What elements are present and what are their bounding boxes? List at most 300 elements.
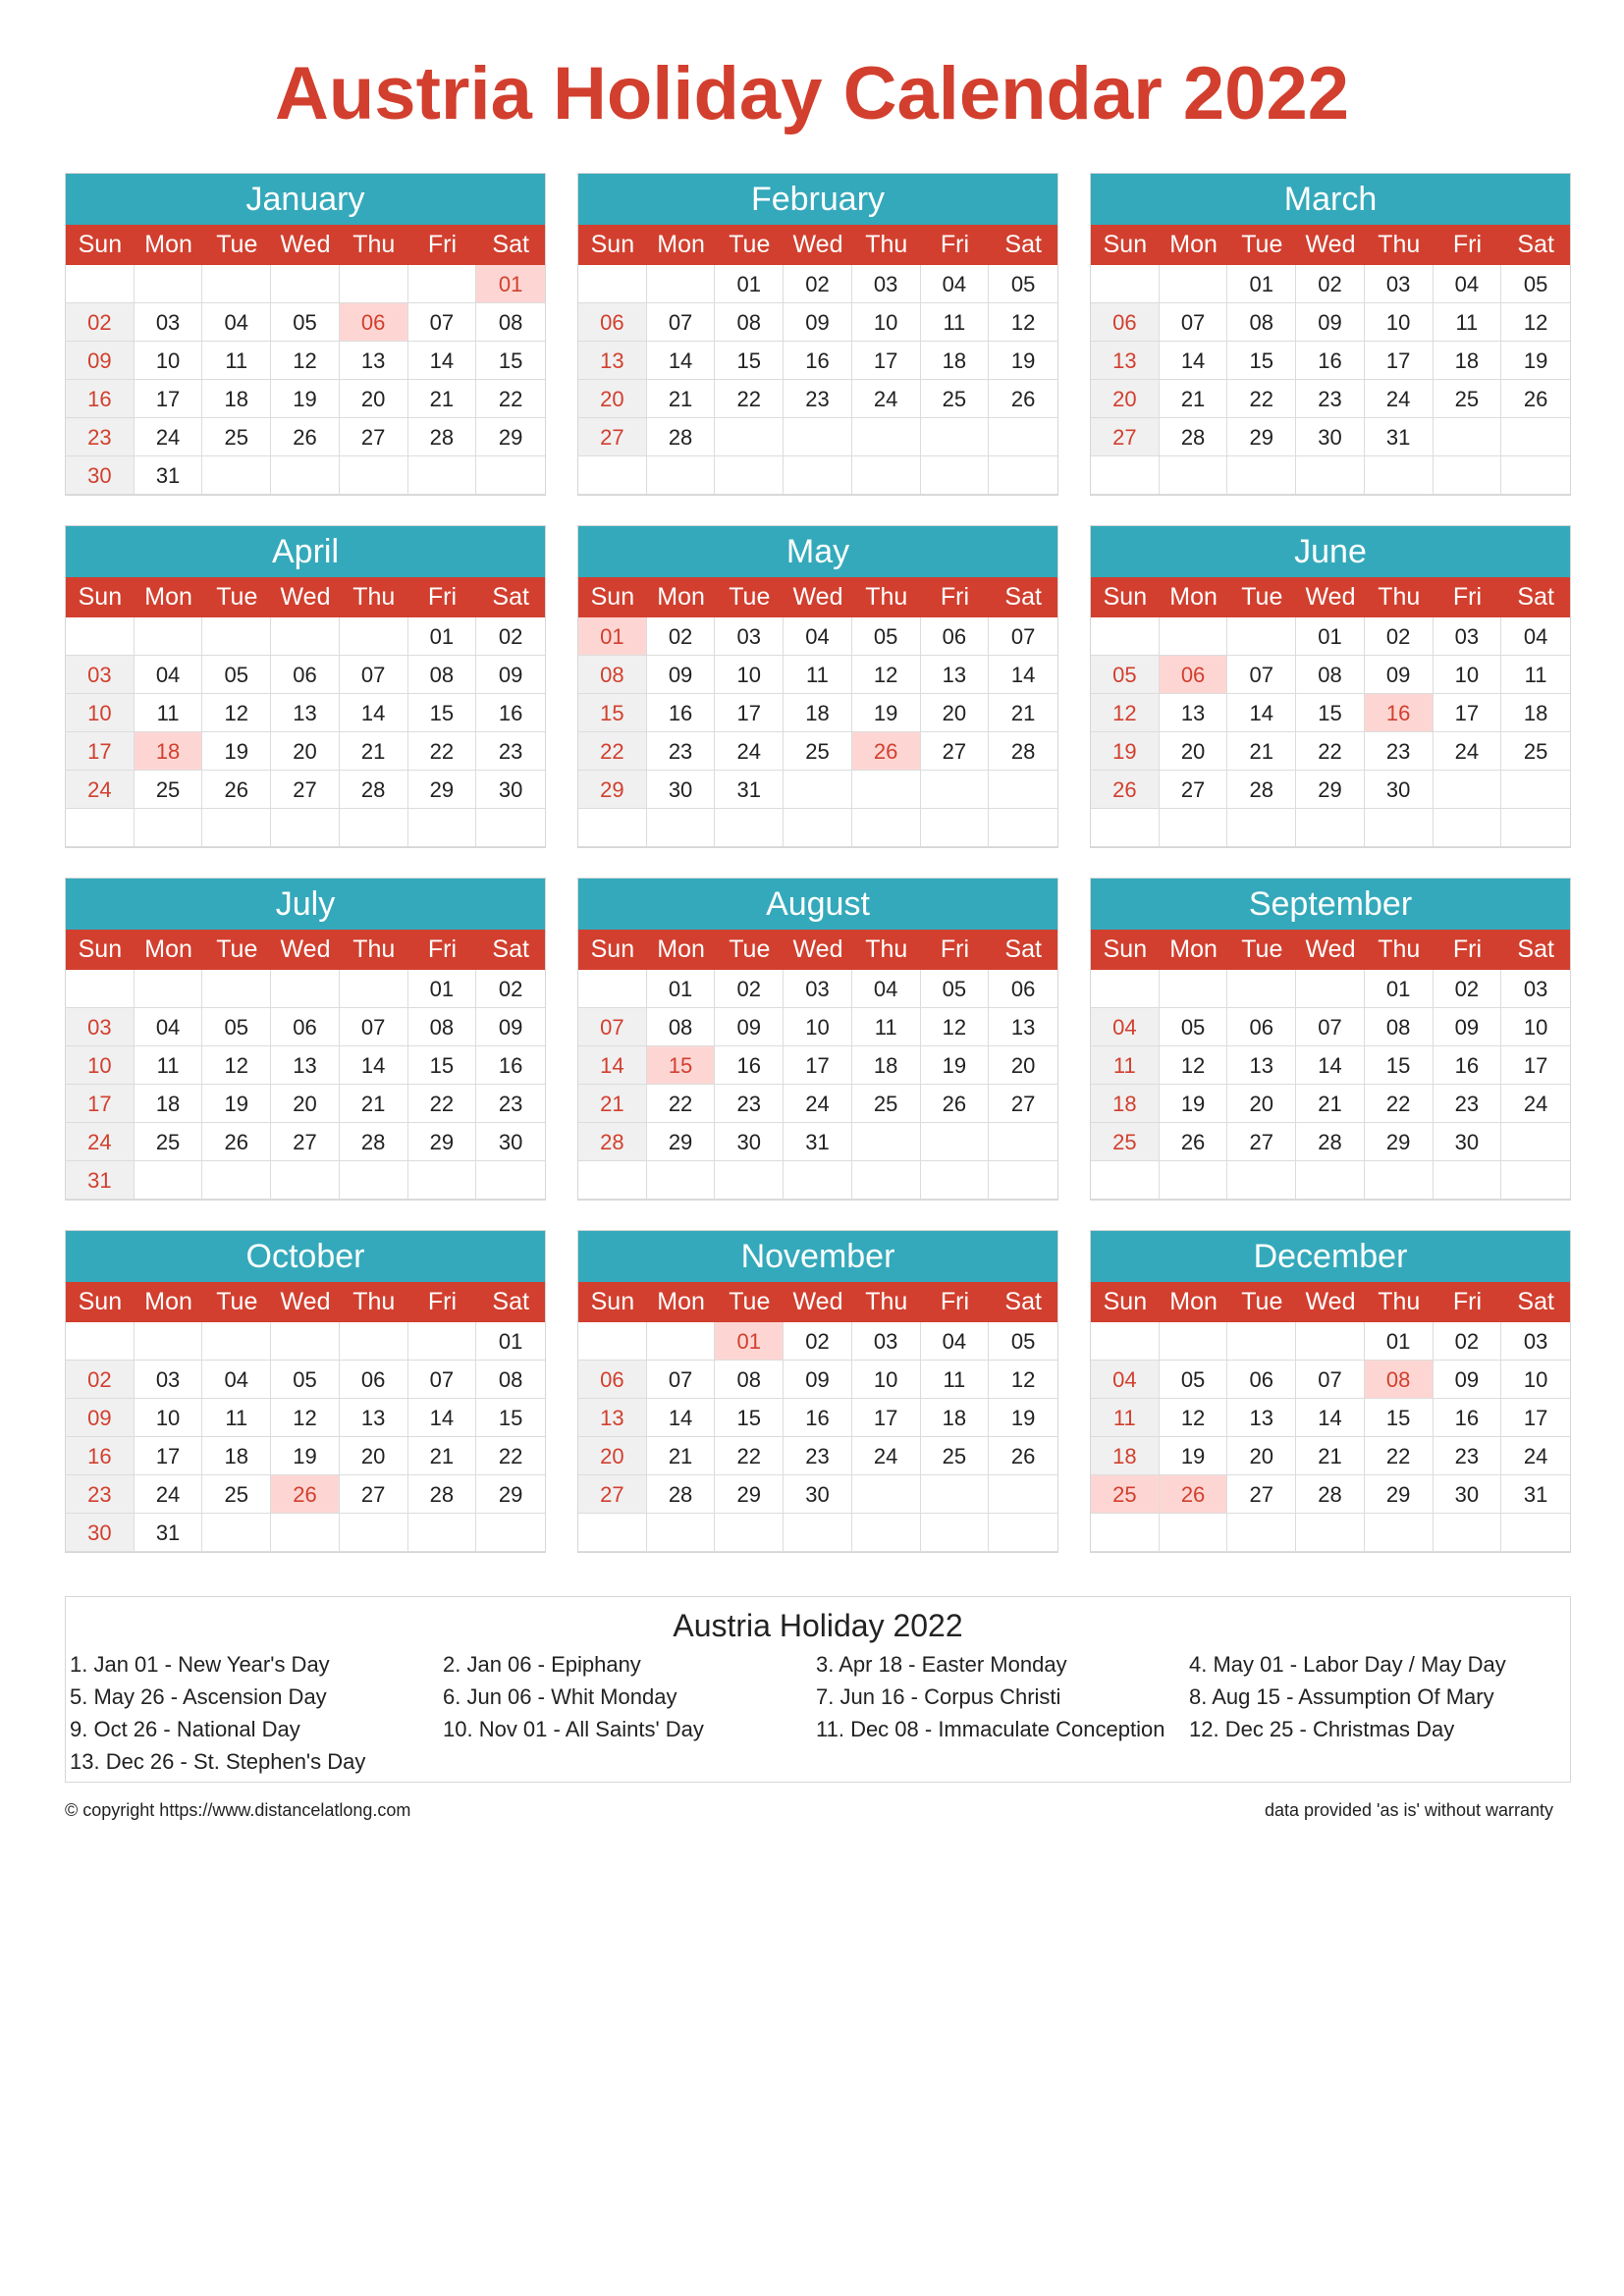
day-cell: 07 xyxy=(647,1361,716,1399)
holiday-day-cell: 01 xyxy=(476,265,545,303)
weekday-label: Sat xyxy=(1517,231,1554,258)
weekday-label: Mon xyxy=(657,1288,705,1315)
day-cell: 30 xyxy=(476,1123,545,1161)
day-cell: 15 xyxy=(476,342,545,380)
holiday-day-cell: 26 xyxy=(852,732,921,771)
empty-day-cell xyxy=(340,1161,408,1200)
day-cell: 08 xyxy=(408,1008,477,1046)
day-cell: 04 xyxy=(1091,1008,1160,1046)
empty-day-cell xyxy=(271,456,340,495)
weekday-label: Thu xyxy=(352,583,396,611)
weekday-label: Thu xyxy=(1378,1288,1421,1315)
day-cell: 02 xyxy=(476,617,545,656)
month-name: March xyxy=(1091,174,1570,225)
empty-day-cell xyxy=(715,456,784,495)
empty-day-cell xyxy=(852,1161,921,1200)
day-cell: 17 xyxy=(66,1085,135,1123)
day-cell: 21 xyxy=(647,380,716,418)
day-cell: 15 xyxy=(408,1046,477,1085)
empty-day-cell xyxy=(1296,970,1365,1008)
weekday-label: Thu xyxy=(352,231,396,258)
day-cell: 07 xyxy=(647,303,716,342)
day-cell: 14 xyxy=(578,1046,647,1085)
day-cell: 14 xyxy=(1296,1046,1365,1085)
holiday-day-cell: 06 xyxy=(340,303,408,342)
day-cell: 27 xyxy=(578,418,647,456)
day-cell: 29 xyxy=(476,1475,545,1514)
day-cell: 28 xyxy=(1227,771,1296,809)
empty-day-cell xyxy=(1501,456,1570,495)
day-cell: 14 xyxy=(408,342,477,380)
day-cell: 12 xyxy=(271,342,340,380)
month-name: May xyxy=(578,526,1057,577)
day-cell: 16 xyxy=(1296,342,1365,380)
day-cell: 02 xyxy=(1296,265,1365,303)
weekday-label: Wed xyxy=(792,935,843,963)
day-cell: 11 xyxy=(852,1008,921,1046)
day-cell: 29 xyxy=(1365,1123,1434,1161)
empty-day-cell xyxy=(578,1161,647,1200)
empty-day-cell xyxy=(1434,418,1502,456)
month-calendar xyxy=(577,878,1058,1201)
empty-day-cell xyxy=(784,771,852,809)
day-cell: 07 xyxy=(408,303,477,342)
empty-day-cell xyxy=(476,456,545,495)
empty-day-cell xyxy=(340,1322,408,1361)
weekday-label: Mon xyxy=(144,583,192,611)
day-cell: 10 xyxy=(66,1046,135,1085)
day-cell: 31 xyxy=(784,1123,852,1161)
empty-day-cell xyxy=(476,1514,545,1552)
day-cell: 04 xyxy=(1501,617,1570,656)
day-cell: 23 xyxy=(647,732,716,771)
weekday-label: Wed xyxy=(792,231,843,258)
day-cell: 29 xyxy=(476,418,545,456)
empty-day-cell xyxy=(647,1161,716,1200)
empty-day-cell xyxy=(852,418,921,456)
empty-day-cell xyxy=(135,1322,203,1361)
empty-day-cell xyxy=(647,1514,716,1552)
holiday-day-cell: 01 xyxy=(715,1322,784,1361)
month-calendar xyxy=(65,173,546,496)
empty-day-cell xyxy=(476,1161,545,1200)
day-cell: 18 xyxy=(135,1085,203,1123)
day-cell: 14 xyxy=(647,342,716,380)
day-cell: 27 xyxy=(271,1123,340,1161)
day-cell: 20 xyxy=(921,694,990,732)
day-cell: 16 xyxy=(1434,1046,1502,1085)
day-cell: 01 xyxy=(1365,970,1434,1008)
day-cell: 12 xyxy=(1091,694,1160,732)
day-cell: 02 xyxy=(1434,1322,1502,1361)
empty-day-cell xyxy=(784,418,852,456)
day-cell: 19 xyxy=(271,380,340,418)
day-cell: 07 xyxy=(1296,1008,1365,1046)
weekday-label: Sat xyxy=(1004,1288,1042,1315)
empty-day-cell xyxy=(135,1161,203,1200)
weekday-label: Fri xyxy=(427,231,458,258)
day-cell: 22 xyxy=(715,380,784,418)
day-cell: 06 xyxy=(340,1361,408,1399)
day-cell: 06 xyxy=(578,303,647,342)
day-cell: 10 xyxy=(852,303,921,342)
empty-day-cell xyxy=(852,809,921,847)
empty-day-cell xyxy=(921,1123,990,1161)
empty-day-cell xyxy=(271,1322,340,1361)
holiday-list-item: 11. Dec 08 - Immaculate Conception xyxy=(816,1717,1165,1741)
empty-day-cell xyxy=(715,418,784,456)
day-cell: 02 xyxy=(784,265,852,303)
day-cell: 13 xyxy=(989,1008,1057,1046)
day-cell: 19 xyxy=(1501,342,1570,380)
empty-day-cell xyxy=(408,1322,477,1361)
weekday-label: Tue xyxy=(729,583,771,611)
weekday-label: Tue xyxy=(1241,1288,1283,1315)
empty-day-cell xyxy=(340,265,408,303)
day-cell: 03 xyxy=(715,617,784,656)
day-cell: 23 xyxy=(476,1085,545,1123)
day-cell: 28 xyxy=(1296,1123,1365,1161)
day-cell: 05 xyxy=(1160,1008,1228,1046)
empty-day-cell xyxy=(66,809,135,847)
month-calendar xyxy=(1090,525,1571,848)
day-cell: 15 xyxy=(408,694,477,732)
month-calendar xyxy=(1090,173,1571,496)
day-cell: 22 xyxy=(408,1085,477,1123)
day-cell: 25 xyxy=(135,1123,203,1161)
weekday-label: Wed xyxy=(280,1288,331,1315)
day-cell: 01 xyxy=(408,617,477,656)
empty-day-cell xyxy=(1501,771,1570,809)
day-cell: 29 xyxy=(1365,1475,1434,1514)
day-cell: 27 xyxy=(989,1085,1057,1123)
day-cell: 26 xyxy=(989,380,1057,418)
day-cell: 03 xyxy=(1434,617,1502,656)
day-cell: 18 xyxy=(1501,694,1570,732)
day-cell: 11 xyxy=(202,1399,271,1437)
day-cell: 24 xyxy=(852,1437,921,1475)
day-cell: 09 xyxy=(1365,656,1434,694)
weekday-label: Thu xyxy=(865,935,908,963)
day-cell: 25 xyxy=(202,1475,271,1514)
day-cell: 12 xyxy=(1160,1399,1228,1437)
day-cell: 13 xyxy=(271,694,340,732)
day-cell: 03 xyxy=(66,656,135,694)
day-cell: 18 xyxy=(1091,1437,1160,1475)
weekday-label: Mon xyxy=(144,231,192,258)
day-cell: 08 xyxy=(715,303,784,342)
day-cell: 28 xyxy=(1296,1475,1365,1514)
day-cell: 27 xyxy=(1091,418,1160,456)
day-cell: 16 xyxy=(66,1437,135,1475)
day-cell: 23 xyxy=(1296,380,1365,418)
day-cell: 09 xyxy=(784,303,852,342)
day-cell: 30 xyxy=(715,1123,784,1161)
empty-day-cell xyxy=(921,418,990,456)
day-cell: 23 xyxy=(1434,1085,1502,1123)
holiday-day-cell: 01 xyxy=(578,617,647,656)
weekday-label: Sat xyxy=(1004,583,1042,611)
day-cell: 18 xyxy=(921,342,990,380)
day-cell: 15 xyxy=(715,342,784,380)
day-cell: 02 xyxy=(784,1322,852,1361)
weekday-label: Wed xyxy=(792,583,843,611)
day-cell: 13 xyxy=(1227,1046,1296,1085)
day-cell: 04 xyxy=(784,617,852,656)
day-cell: 28 xyxy=(647,418,716,456)
empty-day-cell xyxy=(271,1161,340,1200)
day-grid xyxy=(66,617,545,847)
empty-day-cell xyxy=(989,1161,1057,1200)
day-grid xyxy=(578,1322,1057,1552)
empty-day-cell xyxy=(1091,1322,1160,1361)
day-cell: 10 xyxy=(135,1399,203,1437)
weekday-label: Tue xyxy=(729,231,771,258)
day-cell: 31 xyxy=(66,1161,135,1200)
weekday-label: Sun xyxy=(1103,935,1148,963)
day-cell: 25 xyxy=(852,1085,921,1123)
day-cell: 08 xyxy=(1227,303,1296,342)
day-cell: 31 xyxy=(715,771,784,809)
month-calendar xyxy=(577,525,1058,848)
month-name: August xyxy=(578,879,1057,930)
day-cell: 27 xyxy=(340,418,408,456)
weekday-header xyxy=(66,1282,545,1322)
empty-day-cell xyxy=(1501,1161,1570,1200)
day-cell: 21 xyxy=(578,1085,647,1123)
weekday-label: Sun xyxy=(1103,231,1148,258)
empty-day-cell xyxy=(408,1514,477,1552)
day-cell: 21 xyxy=(1296,1085,1365,1123)
weekday-header xyxy=(578,577,1057,617)
day-cell: 01 xyxy=(408,970,477,1008)
day-cell: 17 xyxy=(1434,694,1502,732)
holiday-list-item: 2. Jan 06 - Epiphany xyxy=(443,1652,641,1677)
day-cell: 15 xyxy=(1365,1046,1434,1085)
empty-day-cell xyxy=(408,265,477,303)
day-cell: 14 xyxy=(340,1046,408,1085)
empty-day-cell xyxy=(1160,970,1228,1008)
empty-day-cell xyxy=(784,1514,852,1552)
day-cell: 22 xyxy=(408,732,477,771)
weekday-label: Tue xyxy=(216,583,258,611)
weekday-label: Thu xyxy=(865,231,908,258)
day-cell: 23 xyxy=(1434,1437,1502,1475)
month-name: October xyxy=(66,1231,545,1282)
day-cell: 17 xyxy=(852,1399,921,1437)
empty-day-cell xyxy=(1365,1161,1434,1200)
weekday-label: Fri xyxy=(940,1288,970,1315)
empty-day-cell xyxy=(1434,771,1502,809)
day-cell: 25 xyxy=(921,1437,990,1475)
empty-day-cell xyxy=(1227,1322,1296,1361)
day-cell: 23 xyxy=(715,1085,784,1123)
empty-day-cell xyxy=(921,1161,990,1200)
day-cell: 02 xyxy=(715,970,784,1008)
day-cell: 25 xyxy=(135,771,203,809)
day-cell: 12 xyxy=(202,694,271,732)
empty-day-cell xyxy=(715,1514,784,1552)
day-cell: 02 xyxy=(476,970,545,1008)
weekday-label: Tue xyxy=(729,1288,771,1315)
day-cell: 15 xyxy=(1296,694,1365,732)
day-cell: 28 xyxy=(578,1123,647,1161)
day-cell: 05 xyxy=(989,265,1057,303)
day-cell: 26 xyxy=(271,418,340,456)
day-cell: 21 xyxy=(408,380,477,418)
empty-day-cell xyxy=(1434,809,1502,847)
day-cell: 12 xyxy=(202,1046,271,1085)
day-cell: 28 xyxy=(340,1123,408,1161)
empty-day-cell xyxy=(1501,809,1570,847)
day-cell: 06 xyxy=(921,617,990,656)
empty-day-cell xyxy=(784,456,852,495)
weekday-label: Tue xyxy=(1241,231,1283,258)
weekday-label: Sat xyxy=(1517,583,1554,611)
day-cell: 25 xyxy=(1501,732,1570,771)
month-calendar xyxy=(65,525,546,848)
day-cell: 27 xyxy=(1227,1475,1296,1514)
day-cell: 10 xyxy=(66,694,135,732)
day-cell: 08 xyxy=(578,656,647,694)
day-cell: 01 xyxy=(647,970,716,1008)
weekday-label: Thu xyxy=(1378,583,1421,611)
day-cell: 08 xyxy=(647,1008,716,1046)
day-cell: 16 xyxy=(715,1046,784,1085)
empty-day-cell xyxy=(1296,456,1365,495)
weekday-label: Sun xyxy=(590,935,635,963)
day-cell: 24 xyxy=(135,1475,203,1514)
empty-day-cell xyxy=(340,970,408,1008)
day-cell: 17 xyxy=(784,1046,852,1085)
month-calendar xyxy=(1090,878,1571,1201)
empty-day-cell xyxy=(202,970,271,1008)
day-cell: 11 xyxy=(921,1361,990,1399)
holiday-list-item: 5. May 26 - Ascension Day xyxy=(70,1684,327,1709)
day-cell: 29 xyxy=(408,771,477,809)
weekday-label: Sun xyxy=(78,231,123,258)
day-cell: 23 xyxy=(1365,732,1434,771)
day-cell: 06 xyxy=(578,1361,647,1399)
day-cell: 27 xyxy=(271,771,340,809)
empty-day-cell xyxy=(1227,1161,1296,1200)
empty-day-cell xyxy=(1296,1161,1365,1200)
weekday-label: Sat xyxy=(1004,231,1042,258)
empty-day-cell xyxy=(1296,809,1365,847)
day-cell: 12 xyxy=(1160,1046,1228,1085)
weekday-label: Thu xyxy=(352,935,396,963)
day-cell: 05 xyxy=(271,303,340,342)
day-cell: 22 xyxy=(578,732,647,771)
day-cell: 10 xyxy=(1434,656,1502,694)
day-cell: 13 xyxy=(340,1399,408,1437)
month-name: September xyxy=(1091,879,1570,930)
day-cell: 21 xyxy=(647,1437,716,1475)
weekday-label: Sun xyxy=(590,583,635,611)
weekday-label: Sat xyxy=(1517,1288,1554,1315)
empty-day-cell xyxy=(647,1322,716,1361)
weekday-label: Wed xyxy=(1305,1288,1356,1315)
day-cell: 17 xyxy=(852,342,921,380)
empty-day-cell xyxy=(340,809,408,847)
day-cell: 21 xyxy=(1296,1437,1365,1475)
empty-day-cell xyxy=(1091,456,1160,495)
day-cell: 22 xyxy=(476,380,545,418)
empty-day-cell xyxy=(647,809,716,847)
day-cell: 09 xyxy=(66,342,135,380)
weekday-header xyxy=(66,225,545,265)
day-cell: 17 xyxy=(66,732,135,771)
day-cell: 30 xyxy=(784,1475,852,1514)
day-cell: 21 xyxy=(340,732,408,771)
day-cell: 18 xyxy=(202,1437,271,1475)
weekday-label: Fri xyxy=(427,1288,458,1315)
weekday-label: Mon xyxy=(657,935,705,963)
empty-day-cell xyxy=(66,617,135,656)
day-cell: 02 xyxy=(66,1361,135,1399)
day-grid xyxy=(578,970,1057,1200)
day-cell: 09 xyxy=(476,656,545,694)
day-cell: 15 xyxy=(578,694,647,732)
weekday-header xyxy=(1091,1282,1570,1322)
weekday-label: Fri xyxy=(940,231,970,258)
day-cell: 15 xyxy=(1365,1399,1434,1437)
empty-day-cell xyxy=(1501,418,1570,456)
holiday-day-cell: 26 xyxy=(1160,1475,1228,1514)
day-cell: 12 xyxy=(1501,303,1570,342)
holiday-list-box xyxy=(65,1596,1571,1783)
holiday-day-cell: 15 xyxy=(647,1046,716,1085)
weekday-header xyxy=(578,930,1057,970)
weekday-label: Fri xyxy=(427,935,458,963)
weekday-header xyxy=(66,930,545,970)
day-cell: 29 xyxy=(715,1475,784,1514)
weekday-label: Tue xyxy=(216,935,258,963)
empty-day-cell xyxy=(1434,456,1502,495)
day-cell: 20 xyxy=(578,1437,647,1475)
holiday-list-item: 9. Oct 26 - National Day xyxy=(70,1717,300,1741)
weekday-label: Sat xyxy=(492,935,529,963)
day-cell: 07 xyxy=(340,1008,408,1046)
weekday-label: Mon xyxy=(1169,231,1218,258)
day-cell: 10 xyxy=(784,1008,852,1046)
day-cell: 05 xyxy=(921,970,990,1008)
day-cell: 27 xyxy=(578,1475,647,1514)
weekday-label: Thu xyxy=(1378,935,1421,963)
empty-day-cell xyxy=(989,1123,1057,1161)
day-cell: 19 xyxy=(1160,1437,1228,1475)
copyright-text: © copyright https://www.distancelatlong.com xyxy=(65,1800,411,1820)
day-cell: 18 xyxy=(784,694,852,732)
day-cell: 30 xyxy=(647,771,716,809)
day-grid xyxy=(66,1322,545,1552)
empty-day-cell xyxy=(135,617,203,656)
day-cell: 20 xyxy=(1227,1437,1296,1475)
empty-day-cell xyxy=(271,265,340,303)
day-cell: 30 xyxy=(66,456,135,495)
day-cell: 08 xyxy=(476,1361,545,1399)
day-cell: 07 xyxy=(1227,656,1296,694)
day-cell: 27 xyxy=(1227,1123,1296,1161)
empty-day-cell xyxy=(921,456,990,495)
empty-day-cell xyxy=(989,418,1057,456)
holiday-day-cell: 18 xyxy=(135,732,203,771)
day-cell: 08 xyxy=(715,1361,784,1399)
empty-day-cell xyxy=(921,1475,990,1514)
day-cell: 09 xyxy=(1434,1008,1502,1046)
weekday-label: Sun xyxy=(78,935,123,963)
weekday-label: Mon xyxy=(1169,583,1218,611)
